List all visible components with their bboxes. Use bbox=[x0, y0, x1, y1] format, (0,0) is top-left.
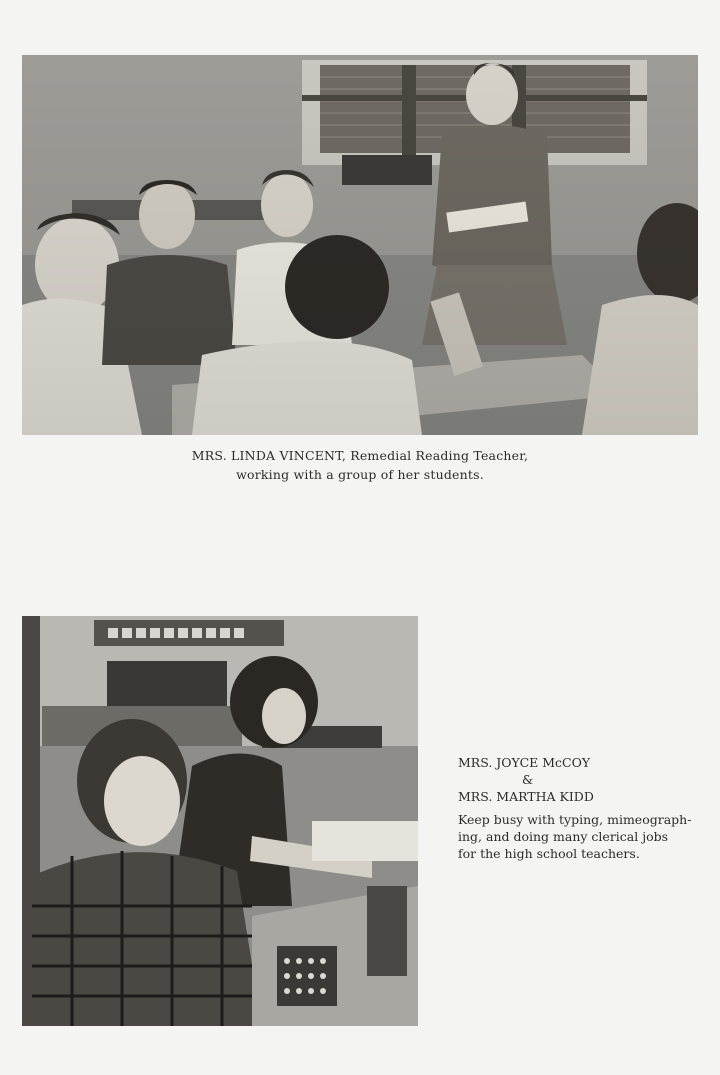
caption-line: working with a group of her students. bbox=[236, 467, 484, 482]
staff-name: MRS. JOYCE McCOY bbox=[458, 755, 591, 770]
staff-name: MRS. MARTHA KIDD bbox=[458, 789, 594, 804]
bottom-photo-caption bbox=[458, 754, 698, 862]
caption-description bbox=[458, 811, 698, 862]
caption-line: Keep busy with typing, mimeograph- bbox=[458, 812, 692, 827]
office-photo bbox=[22, 616, 418, 1026]
caption-line: for the high school teachers. bbox=[458, 846, 640, 861]
caption-line: ing, and doing many clerical jobs bbox=[458, 829, 669, 844]
ampersand: & bbox=[522, 772, 534, 787]
caption-line: MRS. LINDA VINCENT, Remedial Reading Teacher, bbox=[191, 448, 529, 463]
classroom-photo bbox=[22, 55, 698, 435]
top-photo-caption bbox=[0, 446, 720, 484]
